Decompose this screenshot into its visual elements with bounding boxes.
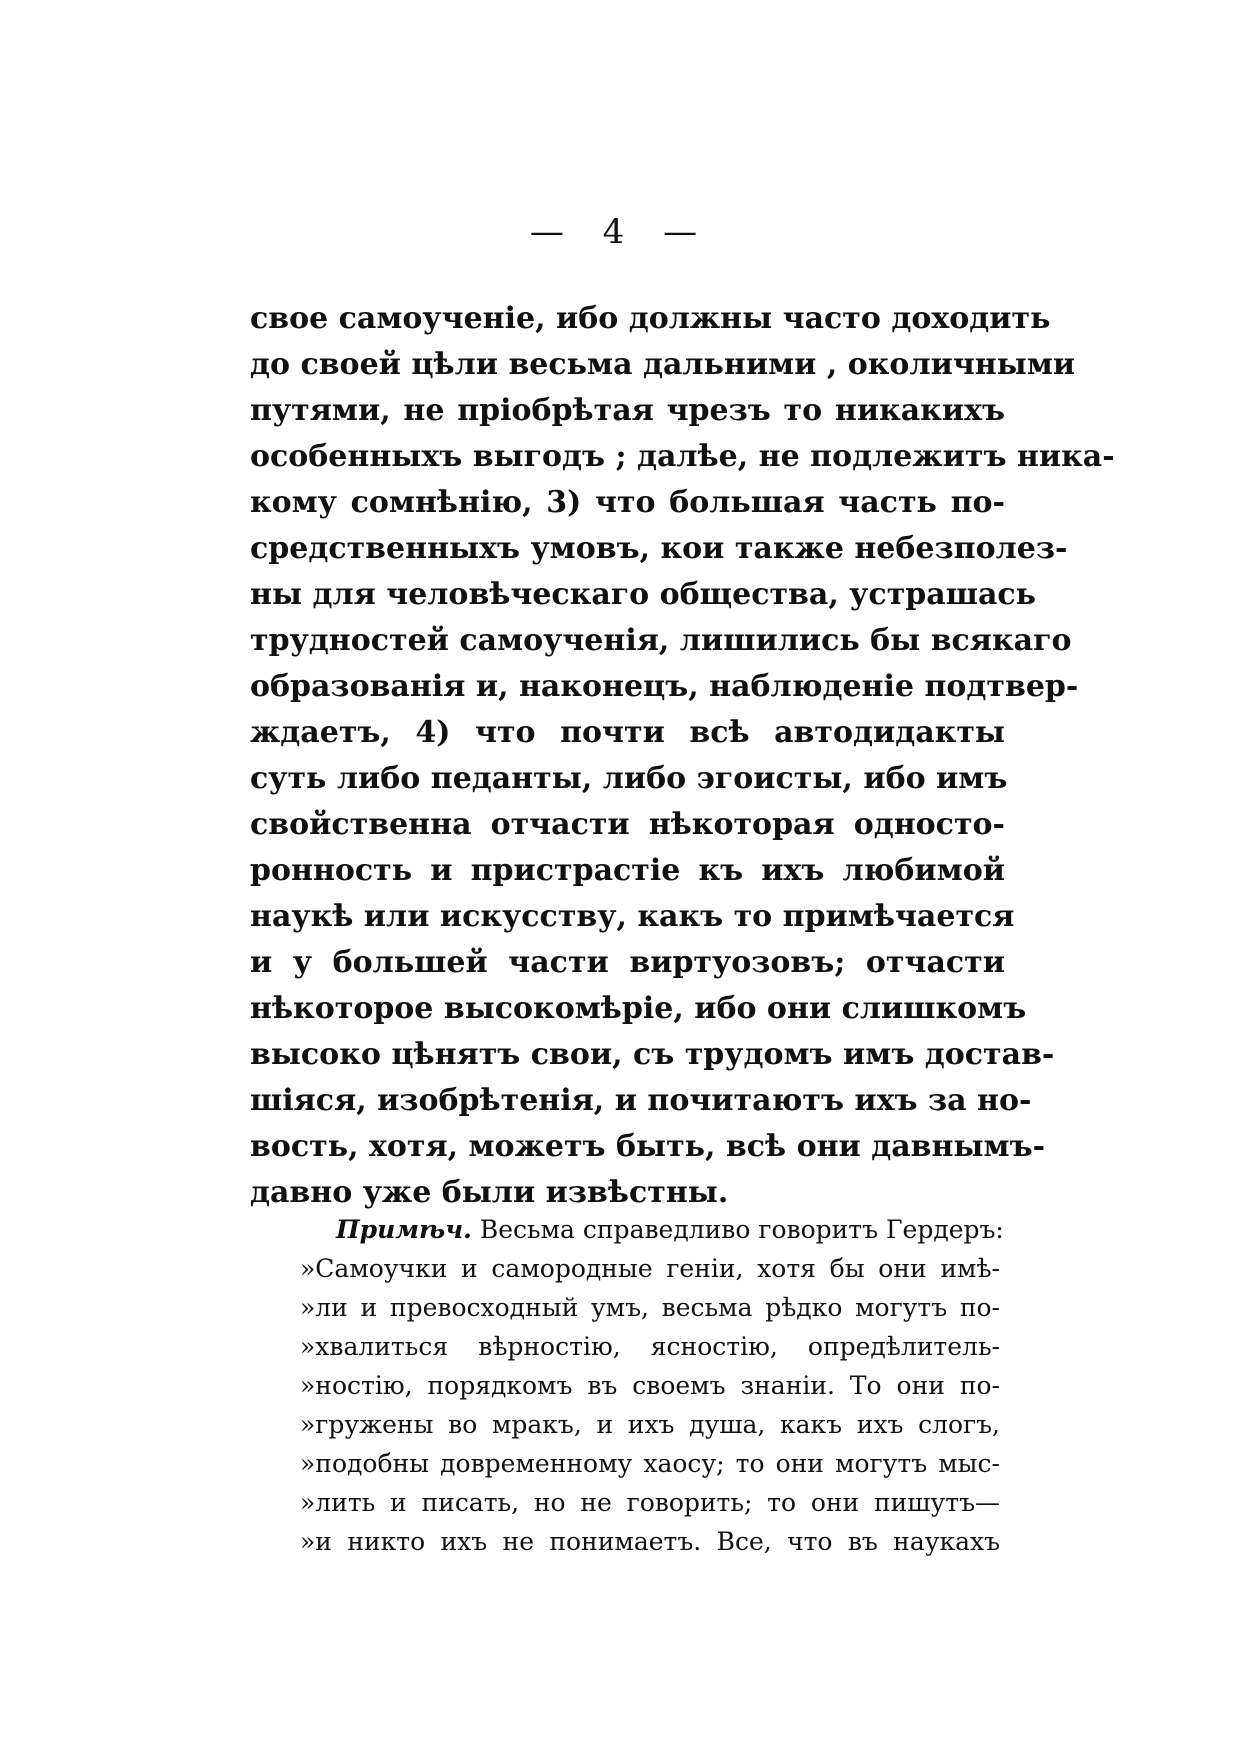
text-line: и у большей части виртуозовъ; отчасти <box>250 945 1005 980</box>
text-line: давно уже были извѣстны. <box>250 1175 729 1210</box>
footnote-line: »ли и превосходный умъ, весьма рѣдко могутъ по- <box>300 1293 1000 1322</box>
footnote-line: »и никто ихъ не понимаетъ. Все, что въ наукахъ <box>300 1527 1000 1556</box>
footnote-line: »гружены во мракъ, и ихъ душа, какъ ихъ слогъ, <box>300 1410 1000 1439</box>
text-line: до своей цѣли весьма дальними , околичными <box>250 347 1076 382</box>
text-line: трудностей самоученія, лишились бы всякаго <box>250 623 1072 658</box>
footnote-line: »подобны довременному хаосу; то они могутъ мыс- <box>300 1449 1000 1478</box>
footnote-label: Примѣч. <box>336 1215 472 1244</box>
text-line: наукѣ или искусству, какъ то примѣчается <box>250 899 1015 934</box>
text-line: ронность и пристрастіе къ ихъ любимой <box>250 853 1005 888</box>
text-line: свое самоученіе, ибо должны часто доходить <box>250 301 1051 336</box>
footnote <box>300 1210 1004 1561</box>
text-line: шіяся, изобрѣтенія, и почитаютъ ихъ за но- <box>250 1083 1032 1118</box>
footnote-line: »хвалиться вѣрностію, ясностію, опредѣлитель- <box>300 1332 1000 1361</box>
text-line: свойственна отчасти нѣкоторая односто- <box>250 807 1005 842</box>
page-number: — 4 — <box>529 212 712 252</box>
footnote-line: »Самоучки и самородные геніи, хотя бы они имѣ- <box>300 1254 1000 1283</box>
text-line: вость, хотя, можетъ быть, всѣ они давнымъ- <box>250 1129 1046 1164</box>
text-line: ны для человѣческаго общества, устрашась <box>250 577 1037 612</box>
footnote-line: »лить и писать, но не говорить; то они пишутъ— <box>300 1488 1000 1517</box>
text-line: ждаетъ, 4) что почти всѣ автодидакты <box>250 715 1005 750</box>
main-text <box>250 296 1115 1216</box>
text-line: кому сомнѣнію, 3) что большая часть по- <box>250 485 1005 520</box>
text-line: нѣкоторое высокомѣріе, ибо они слишкомъ <box>250 991 1027 1026</box>
text-line: суть либо педанты, либо эгоисты, ибо имъ <box>250 761 1008 796</box>
text-line: образованія и, наконецъ, наблюденіе подтвер- <box>250 669 1079 704</box>
footnote-first-line <box>336 1210 1004 1249</box>
text-line: средственныхъ умовъ, кои также небезполез- <box>250 531 1068 566</box>
footnote-line: »ностію, порядкомъ въ своемъ знаніи. То они по- <box>300 1371 1000 1400</box>
text-line: путями, не пріобрѣтая чрезъ то никакихъ <box>250 393 1005 428</box>
footnote-text: Весьма справедливо говоритъ Гердеръ: <box>471 1215 1004 1244</box>
text-line: особенныхъ выгодъ ; далѣе, не подлежитъ никa- <box>250 439 1115 474</box>
text-line: высоко цѣнятъ свои, съ трудомъ имъ достав- <box>250 1037 1055 1072</box>
